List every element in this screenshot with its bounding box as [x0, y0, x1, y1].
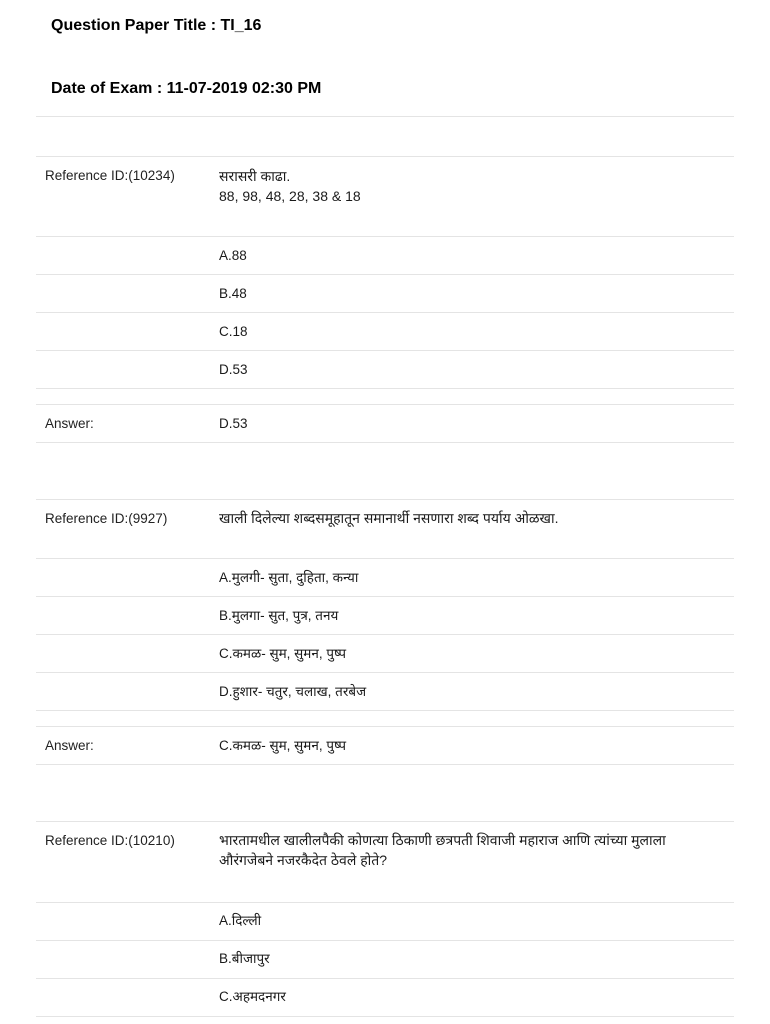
answer-label: Answer:	[45, 416, 94, 431]
divider	[36, 672, 734, 673]
divider	[36, 764, 734, 765]
answer-value: D.53	[219, 416, 248, 431]
divider	[36, 236, 734, 237]
divider	[36, 558, 734, 559]
option-d: D.53	[219, 362, 248, 377]
divider	[36, 350, 734, 351]
divider	[36, 710, 734, 711]
reference-id: Reference ID:(9927)	[45, 511, 168, 526]
option-c: C.अहमदनगर	[219, 989, 286, 1004]
option-c: C.कमळ- सुम, सुमन, पुष्प	[219, 646, 347, 661]
answer-value: C.कमळ- सुम, सुमन, पुष्प	[219, 738, 347, 753]
divider	[36, 404, 734, 405]
exam-date: Date of Exam : 11-07-2019 02:30 PM	[51, 80, 322, 97]
divider	[36, 726, 734, 727]
divider	[36, 156, 734, 157]
divider	[36, 940, 734, 941]
divider	[36, 116, 734, 117]
divider	[36, 388, 734, 389]
answer-label: Answer:	[45, 738, 94, 753]
option-d: D.हुशार- चतुर, चलाख, तरबेज	[219, 684, 367, 699]
question-text: 88, 98, 48, 28, 38 & 18	[219, 188, 361, 204]
option-b: B.मुलगा- सुत, पुत्र, तनय	[219, 608, 339, 623]
divider	[36, 312, 734, 313]
option-a: A.दिल्ली	[219, 913, 262, 928]
question-text: औरंगजेबने नजरकैदेत ठेवले होते?	[219, 852, 388, 868]
divider	[36, 634, 734, 635]
option-c: C.18	[219, 324, 248, 339]
question-text: सरासरी काढा.	[219, 168, 291, 184]
question-text: खाली दिलेल्या शब्दसमूहातून समानार्थी नसणारा शब्द पर्याय ओळखा.	[219, 510, 559, 526]
divider	[36, 274, 734, 275]
divider	[36, 596, 734, 597]
option-a: A.88	[219, 248, 247, 263]
option-b: B.बीजापुर	[219, 951, 270, 966]
question-text: भारतामधील खालीलपैकी कोणत्या ठिकाणी छत्रपती शिवाजी महाराज आणि त्यांच्या मुलाला	[219, 832, 666, 848]
reference-id: Reference ID:(10210)	[45, 833, 175, 848]
divider	[36, 499, 734, 500]
page-title: Question Paper Title : TI_16	[51, 17, 262, 34]
divider	[36, 1016, 734, 1017]
option-b: B.48	[219, 286, 247, 301]
reference-id: Reference ID:(10234)	[45, 168, 175, 183]
divider	[36, 442, 734, 443]
divider	[36, 902, 734, 903]
option-a: A.मुलगी- सुता, दुहिता, कन्या	[219, 570, 359, 585]
divider	[36, 978, 734, 979]
divider	[36, 821, 734, 822]
